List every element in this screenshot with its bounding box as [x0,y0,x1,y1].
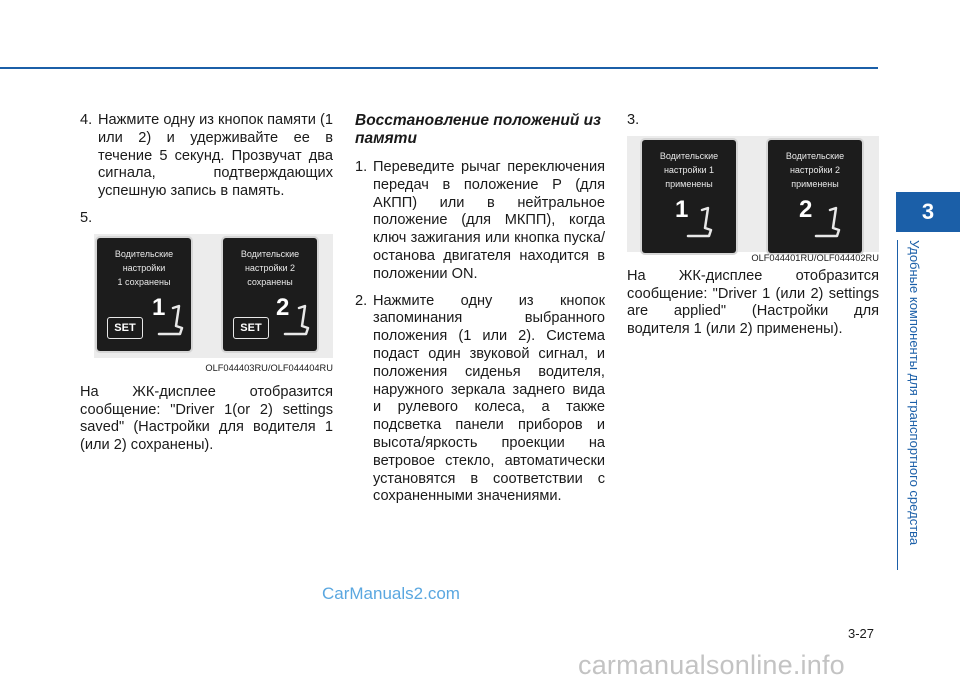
section-heading: Восстановление положений из памяти [355,112,601,147]
memory-number-2: 2 [799,195,813,223]
display-message: Водительские настройки 2 сохранены [240,248,300,287]
display-message: Водительские настройки 1 сохранены [114,248,174,287]
set-button-icon: SET [233,317,269,339]
column-3 [627,112,879,339]
display-panel-driver-2 [768,140,862,253]
figure-code: OLF044403RU/OLF044404RU [205,362,333,373]
display-message: Водительские настройки 1 применены [659,150,719,189]
figure-caption: На ЖК-дисплее отобразится сообщение: "Driver 1(or 2) settings saved" (Настройки для водителя 1 (или 2) сохранены). [80,383,333,454]
display-message: Водительские настройки 2 применены [785,150,845,189]
memory-number-1: 1 [675,195,689,223]
chapter-title-wrap [903,240,925,570]
column-2 [355,112,605,506]
display-panel-driver-2 [223,238,317,351]
step-1 [355,159,605,284]
step-1-number: 1. [355,159,368,175]
step-2 [355,293,605,507]
memory-number-2: 2 [276,293,290,321]
step-2-number: 2. [355,292,368,309]
chapter-tab: 3 [896,192,960,232]
display-panel-driver-1 [97,238,191,351]
step-4 [80,112,333,201]
watermark-site: CarManuals2.com [322,584,460,603]
set-button-icon: SET [107,317,143,339]
step-5-number: 5. [80,209,93,226]
step-4-text: Нажмите одну из кнопок памяти (1 или 2) и удерживайте ее в течение 5 секунд. Прозвучат два сигнала, подтверждающих успешную запись в память. [98,112,333,200]
sidebar-rule [897,240,898,570]
step-3-number: 3. [627,112,640,128]
watermark-bottom: carmanualsonline.info [578,650,845,680]
memory-number-1: 1 [152,293,166,321]
figure-settings-saved [80,234,333,374]
page-number: 3-27 [848,626,875,641]
step-4-number: 4. [80,112,93,128]
chapter-title: Удобные компоненты для транспортного средства [907,240,922,546]
figure-caption: На ЖК-дисплее отобразится сообщение: "Driver 1 (или 2) settings are applied" (Настройки для водителя 1 (или 2) применены). [627,267,879,338]
step-2-text: Нажмите одну из кнопок запоминания выбранного положения (1 или 2). Система подаст один звуковой сигнал, и положения сиденья водителя, наружного зеркала заднего вида и рулевого колеса, а также подсветка панели приборов и высота/яркость проекции на ветровое стекло, автоматически установятся в соответствии с сохраненными значениями. [373,292,605,505]
step-1-text: Переведите рычаг переключения передач в положение P (для АКПП) или в нейтральное положение (для МКПП), когда ключ зажигания или кнопка пуска/останова двигателя находится в положении ON. [373,159,605,282]
header-rule [0,67,878,69]
figure-settings-applied [627,136,879,264]
figure-code: OLF044401RU/OLF044402RU [751,252,879,263]
column-1 [80,112,333,455]
display-panel-driver-1 [642,140,736,253]
